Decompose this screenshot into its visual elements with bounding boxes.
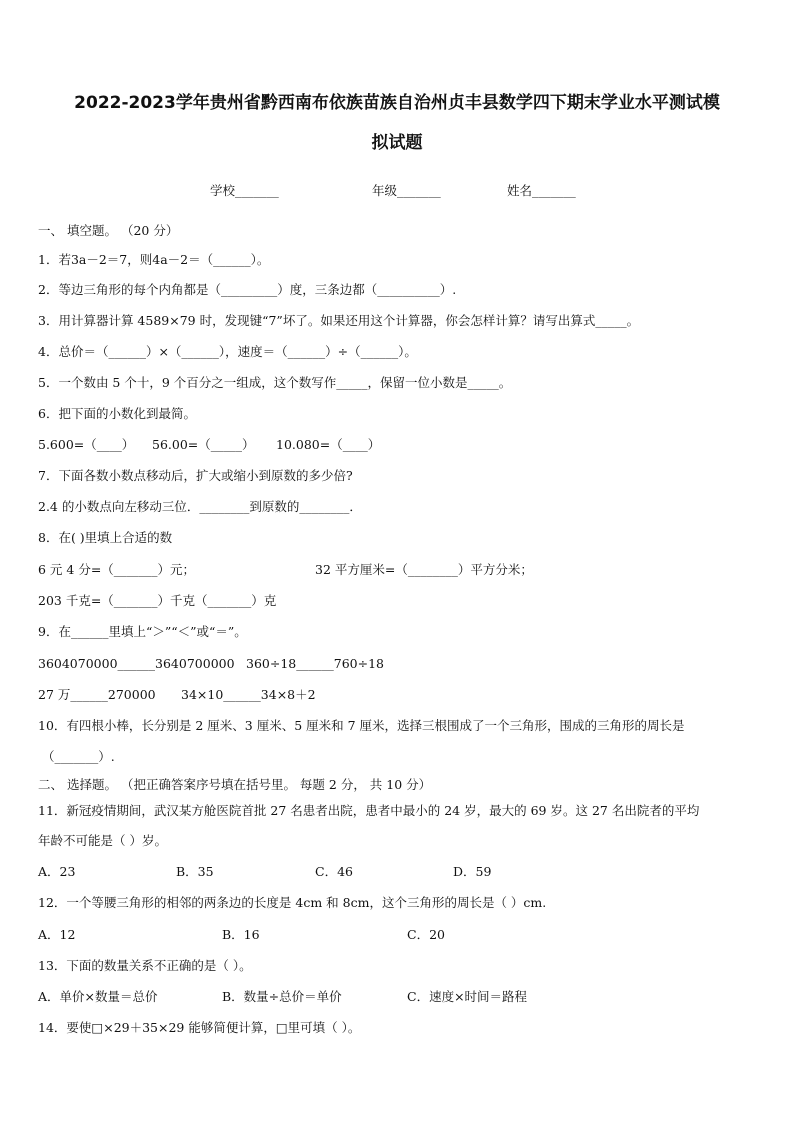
- title-line-2: 拟试题: [371, 133, 423, 153]
- question-12-option-a: A．12: [38, 927, 76, 942]
- question-6: 6．把下面的小数化到最简。: [38, 406, 196, 421]
- section-2-heading: 二、 选择题。 （把正确答案序号填在括号里。 每题 2 分， 共 10 分）: [38, 777, 432, 792]
- question-11-option-b: B．35: [176, 864, 214, 879]
- question-12-option-c: C．20: [407, 927, 445, 942]
- question-13: 13．下面的数量关系不正确的是（ ）。: [38, 958, 252, 973]
- question-9-item-c: 27 万______270000: [38, 687, 156, 702]
- question-9: 9．在______里填上“＞”“＜”或“＝”。: [38, 624, 247, 639]
- title-line-1: 2022-2023学年贵州省黔西南布依族苗族自治州贞丰县数学四下期末学业水平测试模: [74, 93, 720, 113]
- question-8: 8．在( )里填上合适的数: [38, 530, 173, 545]
- question-9-item-a: 3604070000______3640700000: [38, 656, 235, 671]
- question-9-item-d: 34×10______34×8＋2: [181, 687, 316, 702]
- question-12-option-b: B．16: [222, 927, 260, 942]
- question-11-option-d: D．59: [453, 864, 492, 879]
- question-8-item-a: 6 元 4 分=（_______）元；: [38, 562, 196, 577]
- question-8-item-c: 203 千克=（_______）千克（_______）克: [38, 593, 277, 608]
- question-2: 2．等边三角形的每个内角都是（_________）度，三条边都（__________）.: [38, 282, 457, 297]
- name-field: 姓名_______: [507, 183, 576, 198]
- question-6-item-c: 10.080=（____）: [276, 437, 381, 452]
- question-4: 4．总价＝（______）×（______），速度＝（______）÷（______）。: [38, 344, 417, 359]
- question-7: 7．下面各数小数点移动后，扩大或缩小到原数的多少倍?: [38, 468, 353, 483]
- question-13-option-c: C．速度×时间＝路程: [407, 989, 528, 1004]
- question-3: 3．用计算器计算 4589×79 时，发现键“7”坏了。如果还用这个计算器，你会怎样计算？请写出算式_____。: [38, 313, 640, 328]
- question-11-line-1: 11．新冠疫情期间，武汉某方舱医院首批 27 名患者出院，患者中最小的 24 岁，最大的 69 岁。这 27 名出院者的平均: [38, 803, 700, 818]
- question-10-line-2: （_______）.: [42, 749, 115, 764]
- question-13-option-b: B．数量÷总价＝单价: [222, 989, 342, 1004]
- question-11-line-2: 年龄不可能是（ ）岁。: [38, 833, 167, 848]
- section-1-heading: 一、 填空题。 （20 分）: [38, 223, 179, 238]
- question-13-option-a: A．单价×数量＝总价: [38, 989, 158, 1004]
- question-6-item-b: 56.00=（_____）: [152, 437, 255, 452]
- grade-field: 年级_______: [372, 183, 441, 198]
- question-11-option-a: A．23: [38, 864, 76, 879]
- question-1: 1．若3a－2＝7，则4a－2＝（______）。: [38, 252, 270, 267]
- question-9-item-b: 360÷18______760÷18: [246, 656, 384, 671]
- question-7-item: 2.4 的小数点向左移动三位．________到原数的________．: [38, 499, 362, 514]
- school-field: 学校_______: [210, 183, 279, 198]
- question-11-option-c: C．46: [315, 864, 353, 879]
- question-14: 14．要使□×29＋35×29 能够简便计算，□里可填（ ）。: [38, 1020, 361, 1035]
- question-12: 12．一个等腰三角形的相邻的两条边的长度是 4cm 和 8cm，这个三角形的周长是（ ）cm.: [38, 895, 547, 910]
- question-5: 5．一个数由 5 个十，9 个百分之一组成，这个数写作_____，保留一位小数是_____。: [38, 375, 512, 390]
- question-8-item-b: 32 平方厘米=（________）平方分米；: [315, 562, 533, 577]
- question-10-line-1: 10．有四根小棒，长分别是 2 厘米、3 厘米、5 厘米和 7 厘米，选择三根围成了一个三角形，围成的三角形的周长是: [38, 718, 685, 733]
- question-6-item-a: 5.600=（____）: [38, 437, 135, 452]
